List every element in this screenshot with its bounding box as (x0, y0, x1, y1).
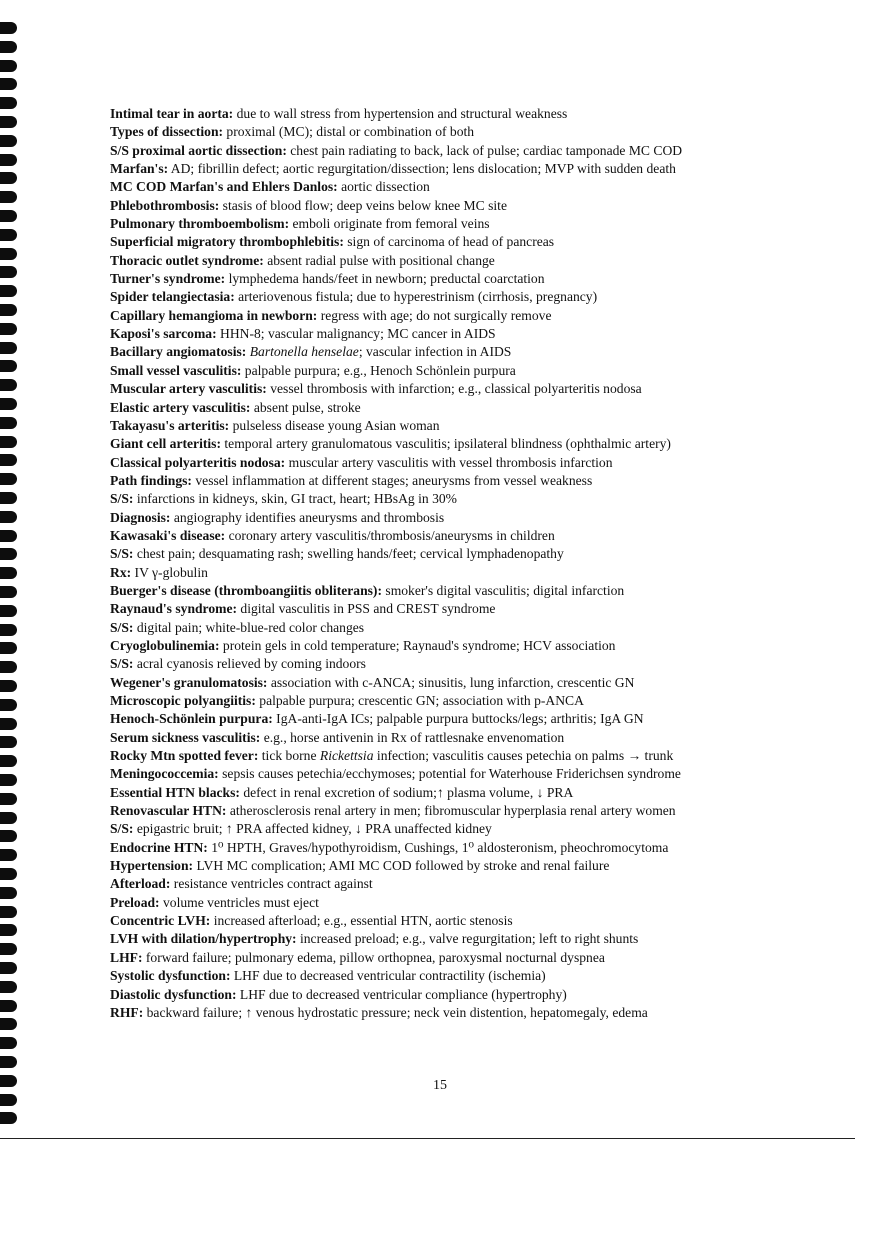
entry-term: Types of dissection: (110, 124, 224, 140)
note-entry (110, 509, 800, 527)
note-entry (110, 1004, 800, 1022)
entry-term: Pulmonary thromboembolism: (110, 216, 290, 232)
binding-ring (0, 285, 17, 297)
binding-ring (0, 436, 17, 448)
note-entry (110, 765, 800, 783)
entry-text: palpable purpura; e.g., Henoch Schönlein purpura (241, 362, 516, 378)
entry-term: Rocky Mtn spotted fever: (110, 748, 259, 764)
entry-term: S/S: (110, 821, 134, 837)
entry-text: aortic dissection (337, 179, 430, 195)
entry-text: regress with age; do not surgically remove (317, 307, 552, 323)
entry-term: Essential HTN blacks: (110, 784, 240, 800)
binding-ring (0, 530, 17, 542)
entry-term: Diagnosis: (110, 509, 171, 525)
entry-term: S/S: (110, 491, 134, 507)
entry-term: S/S proximal aortic dissection: (110, 142, 287, 158)
binding-ring (0, 78, 17, 90)
entry-text: pulseless disease young Asian woman (229, 417, 440, 433)
entry-term: Thoracic outlet syndrome: (110, 252, 264, 268)
note-entry (110, 875, 800, 893)
note-entry (110, 839, 800, 857)
entry-text: due to wall stress from hypertension and structural weakness (233, 106, 568, 121)
binding-ring (0, 97, 17, 109)
notes-list (110, 105, 800, 1022)
binding-ring (0, 473, 17, 485)
note-entry (110, 710, 800, 728)
note-entry (110, 986, 800, 1004)
entry-term: Preload: (110, 894, 160, 910)
note-entry (110, 362, 800, 380)
entry-term: Meningococcemia: (110, 766, 219, 782)
entry-text-continued: ; vascular infection in AIDS (358, 344, 512, 360)
binding-ring (0, 1018, 17, 1030)
entry-text: lymphedema hands/feet in newborn; preductal coarctation (225, 271, 545, 287)
note-entry (110, 380, 800, 398)
entry-text: smoker's digital vasculitis; digital infarction (382, 582, 625, 598)
note-entry (110, 233, 800, 251)
binding-ring (0, 454, 17, 466)
entry-text: association with c-ANCA; sinusitis, lung infarction, crescentic GN (267, 674, 635, 690)
entry-term: Bacillary angiomatosis: (110, 344, 247, 360)
entry-text: 1⁰ HPTH, Graves/hypothyroidism, Cushings, 1⁰ aldosteronism, pheochromocytoma (207, 839, 669, 855)
entry-text: proximal (MC); distal or combination of both (223, 124, 475, 140)
entry-term: Giant cell arteritis: (110, 436, 221, 452)
binding-ring (0, 1037, 17, 1049)
entry-term: Wegener's granulomatosis: (110, 674, 268, 690)
note-entry (110, 784, 800, 802)
entry-text: forward failure; pulmonary edema, pillow orthopnea, paroxysmal nocturnal dyspnea (142, 949, 605, 965)
entry-term: Muscular artery vasculitis: (110, 381, 267, 397)
binding-ring (0, 567, 17, 579)
entry-text: AD; fibrillin defect; aortic regurgitation/dissection; lens dislocation; MVP with sudden death (168, 161, 676, 177)
entry-text: absent radial pulse with positional change (263, 252, 495, 268)
entry-term: Diastolic dysfunction: (110, 986, 237, 1002)
entry-term: S/S: (110, 656, 134, 672)
note-entry (110, 399, 800, 417)
note-entry (110, 197, 800, 215)
note-entry (110, 252, 800, 270)
note-entry (110, 454, 800, 472)
entry-term: LVH with dilation/hypertrophy: (110, 931, 297, 947)
note-entry (110, 820, 800, 838)
entry-text: increased afterload; e.g., essential HTN, aortic stenosis (210, 913, 513, 929)
note-entry (110, 655, 800, 673)
binding-ring (0, 191, 17, 203)
note-entry (110, 527, 800, 545)
entry-text: LHF due to decreased ventricular contractility (ischemia) (230, 968, 546, 984)
entry-text: defect in renal excretion of sodium;↑ plasma volume, ↓ PRA (239, 784, 574, 800)
binding-ring (0, 793, 17, 805)
note-entry (110, 747, 800, 765)
binding-ring (0, 624, 17, 636)
note-entry (110, 142, 800, 160)
note-entry (110, 105, 800, 123)
note-entry (110, 343, 800, 361)
binding-ring (0, 774, 17, 786)
entry-term: Rx: (110, 564, 132, 580)
binding-ring (0, 943, 17, 955)
note-entry (110, 472, 800, 490)
page-number: 15 (433, 1078, 447, 1093)
binding-ring (0, 1094, 17, 1106)
note-entry (110, 637, 800, 655)
note-entry (110, 692, 800, 710)
entry-text: backward failure; ↑ venous hydrostatic pressure; neck vein distention, hepatomegaly, edema (143, 1004, 648, 1020)
entry-term: Raynaud's syndrome: (110, 601, 238, 617)
binding-ring (0, 924, 17, 936)
binding-ring (0, 229, 17, 241)
note-entry (110, 802, 800, 820)
binding-ring (0, 154, 17, 166)
binding-ring (0, 906, 17, 918)
entry-term: Renovascular HTN: (110, 803, 227, 819)
binding-ring (0, 586, 17, 598)
binding-ring (0, 680, 17, 692)
entry-text: stasis of blood flow; deep veins below knee MC site (219, 197, 507, 213)
binding-ring (0, 323, 17, 335)
binding-ring (0, 699, 17, 711)
entry-text: acral cyanosis relieved by coming indoors (133, 656, 366, 672)
note-entry (110, 582, 800, 600)
entry-term: Intimal tear in aorta: (110, 106, 234, 121)
note-entry (110, 435, 800, 453)
binding-ring (0, 248, 17, 260)
entry-term: Henoch-Schönlein purpura: (110, 711, 273, 727)
entry-text: chest pain; desquamating rash; swelling hands/feet; cervical lymphadenopathy (133, 546, 564, 562)
entry-term: Elastic artery vasculitis: (110, 399, 251, 415)
note-entry (110, 674, 800, 692)
note-entry (110, 949, 800, 967)
binding-ring (0, 548, 17, 560)
binding-ring (0, 417, 17, 429)
entry-text: absent pulse, stroke (250, 399, 361, 415)
entry-term: RHF: (110, 1004, 144, 1020)
note-entry (110, 619, 800, 637)
note-entry (110, 178, 800, 196)
binding-ring (0, 887, 17, 899)
binding-ring (0, 962, 17, 974)
note-entry (110, 417, 800, 435)
binding-ring (0, 342, 17, 354)
entry-term: Serum sickness vasculitis: (110, 729, 261, 745)
binding-ring (0, 661, 17, 673)
binding-ring (0, 116, 17, 128)
entry-term: S/S: (110, 619, 134, 635)
note-entry (110, 490, 800, 508)
binding-ring (0, 210, 17, 222)
binding-ring (0, 492, 17, 504)
entry-term: Superficial migratory thrombophlebitis: (110, 234, 344, 250)
entry-text: digital pain; white-blue-red color changes (133, 619, 365, 635)
note-entry (110, 325, 800, 343)
note-entry (110, 270, 800, 288)
entry-text: e.g., horse antivenin in Rx of rattlesnake envenomation (260, 729, 565, 745)
binding-ring (0, 849, 17, 861)
entry-term: Kaposi's sarcoma: (110, 326, 217, 342)
entry-term: Phlebothrombosis: (110, 197, 220, 213)
entry-term: Capillary hemangioma in newborn: (110, 307, 318, 323)
entry-term: Microscopic polyangiitis: (110, 693, 256, 708)
entry-term: Takayasu's arteritis: (110, 417, 230, 433)
entry-text: vessel inflammation at different stages; aneurysms from vessel weakness (191, 472, 593, 488)
note-entry (110, 307, 800, 325)
note-entry (110, 160, 800, 178)
binding-ring (0, 41, 17, 53)
binding-ring (0, 718, 17, 730)
note-entry (110, 912, 800, 930)
page-bottom-rule (0, 1138, 855, 1139)
binding-ring (0, 1000, 17, 1012)
entry-term: S/S: (110, 546, 134, 562)
note-entry (110, 288, 800, 306)
entry-term: Concentric LVH: (110, 913, 211, 929)
binding-ring (0, 830, 17, 842)
entry-term: Turner's syndrome: (110, 271, 226, 287)
entry-text: sepsis causes petechia/ecchymoses; potential for Waterhouse Friderichsen syndrome (218, 766, 681, 782)
entry-text: LHF due to decreased ventricular compliance (hypertrophy) (236, 986, 567, 1002)
binding-ring (0, 304, 17, 316)
binding-ring (0, 755, 17, 767)
binding-ring (0, 511, 17, 523)
entry-text: palpable purpura; crescentic GN; association with p-ANCA (255, 693, 584, 708)
entry-term: Cryoglobulinemia: (110, 637, 220, 653)
binding-ring (0, 642, 17, 654)
entry-term: Marfan's: (110, 161, 169, 177)
entry-term: Small vessel vasculitis: (110, 362, 242, 378)
entry-text: resistance ventricles contract against (170, 876, 373, 892)
entry-text: emboli originate from femoral veins (289, 216, 490, 232)
binding-ring (0, 812, 17, 824)
entry-term: Hypertension: (110, 858, 194, 874)
binding-ring (0, 398, 17, 410)
entry-term: MC COD Marfan's and Ehlers Danlos: (110, 179, 338, 195)
entry-text: LVH MC complication; AMI MC COD followed by stroke and renal failure (193, 858, 610, 874)
spiral-binding (0, 22, 20, 1132)
entry-text: arteriovenous fistula; due to hyperestrinism (cirrhosis, pregnancy) (234, 289, 598, 305)
entry-term: Kawasaki's disease: (110, 527, 226, 543)
entry-text: IgA-anti-IgA ICs; palpable purpura buttocks/legs; arthritis; IgA GN (272, 711, 644, 727)
entry-term: Path findings: (110, 472, 192, 488)
entry-term: Spider telangiectasia: (110, 289, 235, 305)
binding-ring (0, 605, 17, 617)
entry-text: angiography identifies aneurysms and thrombosis (170, 509, 445, 525)
entry-text: vessel thrombosis with infarction; e.g., classical polyarteritis nodosa (266, 381, 642, 397)
note-entry (110, 894, 800, 912)
entry-text: IV γ-globulin (131, 564, 208, 580)
entry-term: LHF: (110, 949, 143, 965)
note-entry (110, 967, 800, 985)
entry-text: coronary artery vasculitis/thrombosis/aneurysms in children (225, 527, 555, 543)
binding-ring (0, 22, 17, 34)
note-entry (110, 729, 800, 747)
binding-ring (0, 981, 17, 993)
note-entry (110, 930, 800, 948)
binding-ring (0, 135, 17, 147)
binding-ring (0, 736, 17, 748)
entry-text: infarctions in kidneys, skin, GI tract, heart; HBsAg in 30% (133, 491, 457, 507)
entry-text-continued: infection; vasculitis causes petechia on palms → trunk (373, 748, 674, 764)
binding-ring (0, 1112, 17, 1124)
binding-ring (0, 172, 17, 184)
entry-text: HHN-8; vascular malignancy; MC cancer in AIDS (216, 326, 496, 342)
note-entry (110, 123, 800, 141)
binding-ring (0, 60, 17, 72)
entry-text: volume ventricles must eject (159, 894, 319, 910)
entry-term: Afterload: (110, 876, 171, 892)
entry-italic-text: Bartonella henselae (249, 344, 359, 360)
entry-italic-text: Rickettsia (319, 748, 374, 764)
entry-term: Endocrine HTN: (110, 839, 208, 855)
entry-text: muscular artery vasculitis with vessel thrombosis infarction (285, 454, 613, 470)
entry-term: Buerger's disease (thromboangiitis obliterans): (110, 582, 382, 598)
entry-term: Systolic dysfunction: (110, 968, 231, 984)
entry-text: atherosclerosis renal artery in men; fibromuscular hyperplasia renal artery women (226, 803, 676, 819)
entry-text: tick borne (258, 748, 320, 764)
note-entry (110, 600, 800, 618)
entry-text: increased preload; e.g., valve regurgitation; left to right shunts (296, 931, 639, 947)
entry-text: chest pain radiating to back, lack of pulse; cardiac tamponade MC COD (286, 142, 683, 158)
binding-ring (0, 360, 17, 372)
entry-text: epigastric bruit; ↑ PRA affected kidney, ↓ PRA unaffected kidney (133, 821, 492, 837)
binding-ring (0, 379, 17, 391)
note-entry (110, 545, 800, 563)
binding-ring (0, 1056, 17, 1068)
note-entry (110, 857, 800, 875)
note-entry (110, 215, 800, 233)
note-entry (110, 564, 800, 582)
entry-text: protein gels in cold temperature; Raynaud's syndrome; HCV association (219, 637, 616, 653)
entry-text: temporal artery granulomatous vasculitis; ipsilateral blindness (ophthalmic artery) (220, 436, 671, 452)
entry-text: sign of carcinoma of head of pancreas (343, 234, 555, 250)
binding-ring (0, 868, 17, 880)
entry-term: Classical polyarteritis nodosa: (110, 454, 286, 470)
binding-ring (0, 266, 17, 278)
entry-text: digital vasculitis in PSS and CREST syndrome (237, 601, 496, 617)
